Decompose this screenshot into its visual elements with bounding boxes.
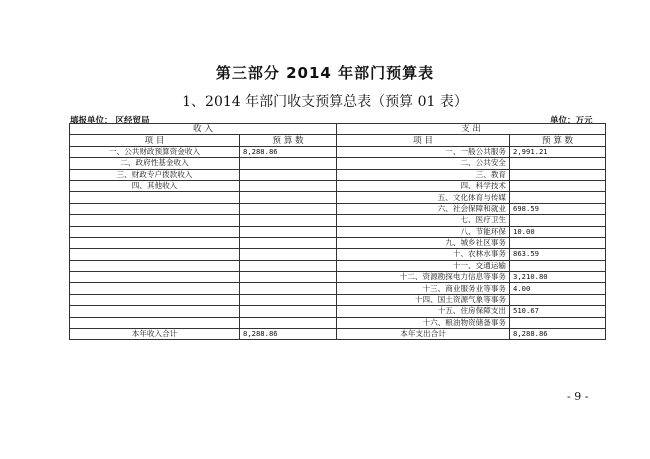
- income-amount: [240, 260, 337, 271]
- income-amount: 8,288.86: [240, 146, 337, 157]
- income-item: 二、政府性基金收入: [70, 158, 240, 169]
- table-row: [70, 180, 606, 191]
- expense-amount-header: 预 算 数: [510, 135, 606, 146]
- income-header: 收 入: [70, 124, 337, 135]
- expense-item: 九、城乡社区事务: [337, 237, 510, 248]
- expense-item: 十五、住房保障支出: [337, 306, 510, 317]
- expense-amount: 2,991.21: [510, 146, 606, 157]
- income-amount: [240, 158, 337, 169]
- table-row: [70, 260, 606, 271]
- income-item: [70, 283, 240, 294]
- income-amount: [240, 192, 337, 203]
- expense-item: 一、一般公共服务: [337, 146, 510, 157]
- income-item-header: 项 目: [70, 135, 240, 146]
- expense-item: 三、教育: [337, 169, 510, 180]
- income-amount: [240, 180, 337, 191]
- table-row: [70, 203, 606, 214]
- income-amount: [240, 226, 337, 237]
- expense-amount: 10.00: [510, 226, 606, 237]
- income-item: [70, 192, 240, 203]
- income-item: [70, 215, 240, 226]
- expense-amount: 3,210.80: [510, 272, 606, 283]
- expense-amount: [510, 169, 606, 180]
- expense-item: 十六、粮油物资储备事务: [337, 317, 510, 328]
- expense-item: 十四、国土资源气象等事务: [337, 294, 510, 305]
- section-header-row: [70, 124, 606, 135]
- table-row: [70, 237, 606, 248]
- expense-total-value: 8,288.86: [510, 329, 606, 340]
- income-total-value: 8,288.86: [240, 329, 337, 340]
- page-number: - 9 -: [567, 390, 589, 403]
- income-item: [70, 306, 240, 317]
- income-item: [70, 237, 240, 248]
- expense-item: 十二、资源勘探电力信息等事务: [337, 272, 510, 283]
- expense-amount: [510, 294, 606, 305]
- income-amount: [240, 215, 337, 226]
- income-amount: [240, 249, 337, 260]
- income-amount: [240, 294, 337, 305]
- income-item: [70, 294, 240, 305]
- table-row: [70, 146, 606, 157]
- income-item: [70, 249, 240, 260]
- expense-item-header: 项 目: [337, 135, 510, 146]
- reporting-unit: 填报单位： 区经贸局: [70, 116, 150, 126]
- expense-total-label: 本年支出合计: [337, 329, 510, 340]
- income-amount-header: 预 算 数: [240, 135, 337, 146]
- expense-item: 十一、交通运输: [337, 260, 510, 271]
- total-row: [70, 329, 606, 340]
- expense-amount: [510, 317, 606, 328]
- column-header-row: [70, 135, 606, 146]
- budget-summary-table: [69, 123, 606, 340]
- expense-amount: 4.00: [510, 283, 606, 294]
- table-row: [70, 317, 606, 328]
- table-row: [70, 294, 606, 305]
- expense-item: 七、医疗卫生: [337, 215, 510, 226]
- currency-unit: 单位：万元: [550, 116, 593, 126]
- part-title: 第三部分 2014 年部门预算表: [215, 64, 435, 82]
- expense-amount: [510, 237, 606, 248]
- table-row: [70, 215, 606, 226]
- income-item: [70, 260, 240, 271]
- table-row: [70, 169, 606, 180]
- expense-amount: [510, 180, 606, 191]
- income-total-label: 本年收入合计: [70, 329, 240, 340]
- expense-item: 八、节能环保: [337, 226, 510, 237]
- expense-item: 十、农林水事务: [337, 249, 510, 260]
- income-amount: [240, 306, 337, 317]
- table-row: [70, 272, 606, 283]
- income-item: [70, 272, 240, 283]
- income-item: [70, 226, 240, 237]
- expense-amount: 698.59: [510, 203, 606, 214]
- table-body: [70, 146, 606, 328]
- expense-amount: 510.67: [510, 306, 606, 317]
- income-amount: [240, 169, 337, 180]
- income-amount: [240, 272, 337, 283]
- table-row: [70, 249, 606, 260]
- expense-item: 四、科学技术: [337, 180, 510, 191]
- income-item: [70, 203, 240, 214]
- expense-header: 支 出: [337, 124, 606, 135]
- expense-item: 五、文化体育与传媒: [337, 192, 510, 203]
- expense-amount: [510, 158, 606, 169]
- table-row: [70, 283, 606, 294]
- table-row: [70, 192, 606, 203]
- income-item: 四、其他收入: [70, 180, 240, 191]
- income-amount: [240, 317, 337, 328]
- income-item: 三、财政专户拨款收入: [70, 169, 240, 180]
- table-row: [70, 158, 606, 169]
- expense-item: 十三、商业服务业等事务: [337, 283, 510, 294]
- expense-item: 六、社会保障和就业: [337, 203, 510, 214]
- income-amount: [240, 283, 337, 294]
- income-amount: [240, 237, 337, 248]
- table-row: [70, 226, 606, 237]
- expense-amount: 863.59: [510, 249, 606, 260]
- table-title: 1、2014 年部门收支预算总表（预算 01 表）: [182, 94, 468, 110]
- income-item: 一、公共财政预算资金收入: [70, 146, 240, 157]
- income-amount: [240, 203, 337, 214]
- expense-item: 二、公共安全: [337, 158, 510, 169]
- expense-amount: [510, 260, 606, 271]
- table-row: [70, 306, 606, 317]
- expense-amount: [510, 192, 606, 203]
- income-item: [70, 317, 240, 328]
- expense-amount: [510, 215, 606, 226]
